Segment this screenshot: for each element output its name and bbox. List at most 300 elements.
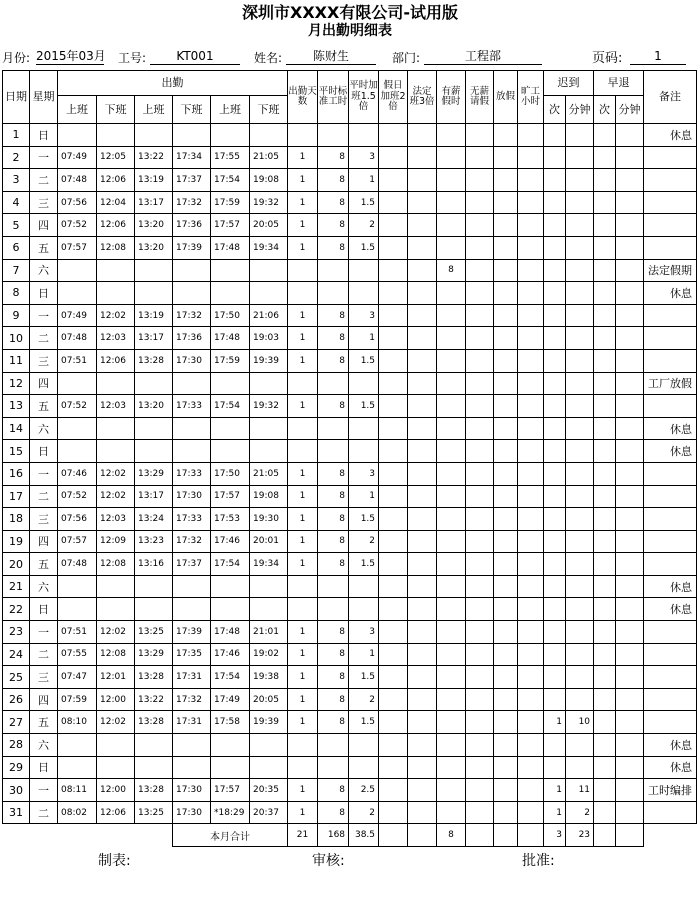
date-cell: 7 (3, 259, 30, 282)
late-times-cell (544, 124, 566, 147)
in-time-1: 07:48 (58, 553, 97, 576)
holiday-ot-cell (379, 327, 408, 350)
out-time-2: 17:33 (173, 508, 211, 531)
unpaid-leave-cell (466, 327, 494, 350)
totals-legal-ot (408, 824, 437, 847)
in-time-3: 17:54 (211, 169, 250, 192)
out-time-1: 12:06 (97, 801, 135, 824)
late-times-cell (544, 756, 566, 779)
late-minutes-cell (566, 462, 594, 485)
overtime-cell (349, 598, 379, 621)
legal-ot-cell (408, 598, 437, 621)
table-row (3, 395, 697, 418)
early-times-cell (594, 553, 616, 576)
unpaid-leave-cell (466, 734, 494, 757)
in-time-3: 17:50 (211, 304, 250, 327)
note-cell (644, 688, 697, 711)
legal-ot-cell (408, 508, 437, 531)
early-minutes-cell (616, 146, 644, 169)
in-time-1: 07:57 (58, 236, 97, 259)
vacation-cell (494, 779, 518, 802)
col-in-1: 上班 (58, 96, 97, 124)
legal-ot-cell (408, 643, 437, 666)
weekday-cell: 日 (30, 282, 58, 305)
legal-ot-cell (408, 282, 437, 305)
attendance-days-cell: 1 (288, 553, 318, 576)
in-time-3: 17:50 (211, 462, 250, 485)
totals-early-minutes (616, 824, 644, 847)
unpaid-leave-cell (466, 191, 494, 214)
standard-hours-cell: 8 (318, 643, 349, 666)
attendance-days-cell: 1 (288, 214, 318, 237)
legal-ot-cell (408, 169, 437, 192)
out-time-2: 17:32 (173, 304, 211, 327)
legal-ot-cell (408, 349, 437, 372)
standard-hours-cell: 8 (318, 508, 349, 531)
early-times-cell (594, 643, 616, 666)
col-in-3: 上班 (211, 96, 250, 124)
vacation-cell (494, 214, 518, 237)
vacation-cell (494, 688, 518, 711)
col-overtime-1-5x: 平时加班1.5倍 (349, 71, 379, 124)
out-time-3: 19:08 (250, 169, 288, 192)
late-minutes-cell (566, 395, 594, 418)
out-time-3: 20:37 (250, 801, 288, 824)
unpaid-leave-cell (466, 756, 494, 779)
document-title: 深圳市XXXX有限公司-试用版 (242, 3, 458, 22)
late-minutes-cell (566, 146, 594, 169)
weekday-cell: 三 (30, 191, 58, 214)
vacation-cell (494, 643, 518, 666)
table-row (3, 417, 697, 440)
table-row (3, 146, 697, 169)
in-time-2: 13:17 (135, 485, 173, 508)
early-times-cell (594, 575, 616, 598)
early-minutes-cell (616, 734, 644, 757)
out-time-2: 17:32 (173, 191, 211, 214)
attendance-days-cell: 1 (288, 801, 318, 824)
col-holiday-overtime: 假日加班2倍 (379, 71, 408, 124)
early-minutes-cell (616, 372, 644, 395)
early-minutes-cell (616, 327, 644, 350)
note-cell (644, 666, 697, 689)
holiday-ot-cell (379, 304, 408, 327)
note-cell (644, 553, 697, 576)
out-time-3: 21:06 (250, 304, 288, 327)
absent-cell (518, 711, 544, 734)
standard-hours-cell: 8 (318, 349, 349, 372)
out-time-1 (97, 734, 135, 757)
holiday-ot-cell (379, 508, 408, 531)
absent-cell (518, 462, 544, 485)
unpaid-leave-cell (466, 553, 494, 576)
vacation-cell (494, 169, 518, 192)
info-bar (0, 46, 700, 68)
absent-cell (518, 666, 544, 689)
early-times-cell (594, 711, 616, 734)
attendance-days-cell: 1 (288, 395, 318, 418)
in-time-3 (211, 575, 250, 598)
note-cell (644, 349, 697, 372)
early-minutes-cell (616, 575, 644, 598)
in-time-1 (58, 756, 97, 779)
note-cell (644, 643, 697, 666)
note-cell: 工厂放假 (644, 372, 697, 395)
early-times-cell (594, 462, 616, 485)
out-time-2 (173, 417, 211, 440)
col-out-2: 下班 (173, 96, 211, 124)
in-time-2: 13:16 (135, 553, 173, 576)
in-time-3: 17:54 (211, 395, 250, 418)
overtime-cell: 1 (349, 169, 379, 192)
out-time-1: 12:02 (97, 485, 135, 508)
unpaid-leave-cell (466, 236, 494, 259)
standard-hours-cell: 8 (318, 191, 349, 214)
weekday-cell: 一 (30, 779, 58, 802)
attendance-days-cell: 1 (288, 236, 318, 259)
out-time-1: 12:03 (97, 395, 135, 418)
totals-std-hours: 168 (318, 824, 349, 847)
in-time-2: 13:28 (135, 779, 173, 802)
date-cell: 17 (3, 485, 30, 508)
late-times-cell: 1 (544, 801, 566, 824)
date-cell: 16 (3, 462, 30, 485)
legal-ot-cell (408, 575, 437, 598)
standard-hours-cell: 8 (318, 711, 349, 734)
paid-leave-cell (437, 553, 466, 576)
out-time-1: 12:02 (97, 304, 135, 327)
attendance-days-cell: 1 (288, 530, 318, 553)
late-times-cell (544, 440, 566, 463)
early-times-cell (594, 688, 616, 711)
in-time-2 (135, 372, 173, 395)
legal-ot-cell (408, 124, 437, 147)
out-time-2: 17:31 (173, 711, 211, 734)
out-time-3: 19:30 (250, 508, 288, 531)
unpaid-leave-cell (466, 282, 494, 305)
note-cell (644, 327, 697, 350)
early-times-cell (594, 124, 616, 147)
standard-hours-cell: 8 (318, 485, 349, 508)
out-time-1: 12:08 (97, 643, 135, 666)
date-cell: 30 (3, 779, 30, 802)
standard-hours-cell: 8 (318, 236, 349, 259)
out-time-2: 17:37 (173, 553, 211, 576)
out-time-1: 12:06 (97, 349, 135, 372)
vacation-cell (494, 801, 518, 824)
late-minutes-cell (566, 734, 594, 757)
late-times-cell (544, 395, 566, 418)
absent-cell (518, 327, 544, 350)
overtime-cell (349, 734, 379, 757)
in-time-3: 17:46 (211, 643, 250, 666)
in-time-2: 13:25 (135, 621, 173, 644)
note-cell: 休息 (644, 282, 697, 305)
unpaid-leave-cell (466, 575, 494, 598)
unpaid-leave-cell (466, 214, 494, 237)
weekday-cell: 二 (30, 327, 58, 350)
paid-leave-cell (437, 146, 466, 169)
date-cell: 13 (3, 395, 30, 418)
out-time-1: 12:01 (97, 666, 135, 689)
overtime-cell (349, 372, 379, 395)
vacation-cell (494, 462, 518, 485)
date-cell: 10 (3, 327, 30, 350)
holiday-ot-cell (379, 462, 408, 485)
in-time-3: 17:53 (211, 508, 250, 531)
holiday-ot-cell (379, 756, 408, 779)
paid-leave-cell (437, 440, 466, 463)
out-time-2 (173, 440, 211, 463)
out-time-2: 17:39 (173, 236, 211, 259)
out-time-3 (250, 372, 288, 395)
note-cell: 休息 (644, 440, 697, 463)
col-standard-hours: 平时标准工时 (318, 71, 349, 124)
in-time-3: 17:48 (211, 621, 250, 644)
totals-paid-leave: 8 (437, 824, 466, 847)
weekday-cell: 六 (30, 734, 58, 757)
early-minutes-cell (616, 304, 644, 327)
date-cell: 6 (3, 236, 30, 259)
date-cell: 31 (3, 801, 30, 824)
legal-ot-cell (408, 304, 437, 327)
table-row (3, 666, 697, 689)
in-time-2: 13:28 (135, 711, 173, 734)
unpaid-leave-cell (466, 598, 494, 621)
note-cell (644, 462, 697, 485)
early-times-cell (594, 236, 616, 259)
in-time-2 (135, 124, 173, 147)
legal-ot-cell (408, 553, 437, 576)
in-time-3: 17:54 (211, 666, 250, 689)
overtime-cell: 3 (349, 304, 379, 327)
vacation-cell (494, 395, 518, 418)
attendance-days-cell: 1 (288, 666, 318, 689)
early-times-cell (594, 621, 616, 644)
absent-cell (518, 553, 544, 576)
standard-hours-cell (318, 598, 349, 621)
standard-hours-cell: 8 (318, 169, 349, 192)
attendance-days-cell (288, 598, 318, 621)
standard-hours-cell (318, 756, 349, 779)
vacation-cell (494, 575, 518, 598)
early-times-cell (594, 146, 616, 169)
early-minutes-cell (616, 440, 644, 463)
totals-label: 本月合计 (173, 824, 288, 847)
early-times-cell (594, 349, 616, 372)
vacation-cell (494, 236, 518, 259)
out-time-1 (97, 259, 135, 282)
out-time-2: 17:34 (173, 146, 211, 169)
attendance-days-cell (288, 282, 318, 305)
table-row (3, 508, 697, 531)
in-time-2: 13:20 (135, 395, 173, 418)
early-times-cell (594, 440, 616, 463)
col-attendance-days: 出勤天数 (288, 71, 318, 124)
overtime-cell: 1.5 (349, 553, 379, 576)
date-cell: 27 (3, 711, 30, 734)
vacation-cell (494, 191, 518, 214)
overtime-cell: 2 (349, 214, 379, 237)
legal-ot-cell (408, 417, 437, 440)
totals-days: 21 (288, 824, 318, 847)
unpaid-leave-cell (466, 372, 494, 395)
vacation-cell (494, 666, 518, 689)
note-cell (644, 530, 697, 553)
paid-leave-cell (437, 372, 466, 395)
out-time-3: 19:02 (250, 643, 288, 666)
weekday-cell: 二 (30, 485, 58, 508)
unpaid-leave-cell (466, 688, 494, 711)
date-cell: 1 (3, 124, 30, 147)
early-minutes-cell (616, 530, 644, 553)
out-time-2: 17:37 (173, 169, 211, 192)
in-time-3: 17:54 (211, 553, 250, 576)
out-time-3 (250, 282, 288, 305)
legal-ot-cell (408, 666, 437, 689)
late-times-cell (544, 575, 566, 598)
holiday-ot-cell (379, 553, 408, 576)
absent-cell (518, 485, 544, 508)
unpaid-leave-cell (466, 801, 494, 824)
out-time-1 (97, 282, 135, 305)
late-minutes-cell (566, 575, 594, 598)
note-cell: 休息 (644, 575, 697, 598)
review-label: 审核: (312, 853, 345, 869)
legal-ot-cell (408, 734, 437, 757)
early-times-cell (594, 304, 616, 327)
table-row (3, 191, 697, 214)
totals-late-times: 3 (544, 824, 566, 847)
out-time-1: 12:06 (97, 169, 135, 192)
legal-ot-cell (408, 191, 437, 214)
table-row (3, 282, 697, 305)
absent-cell (518, 395, 544, 418)
early-minutes-cell (616, 643, 644, 666)
paid-leave-cell (437, 124, 466, 147)
in-time-3 (211, 124, 250, 147)
paid-leave-cell (437, 508, 466, 531)
holiday-ot-cell (379, 734, 408, 757)
attendance-days-cell (288, 440, 318, 463)
in-time-2 (135, 259, 173, 282)
in-time-3: 17:46 (211, 530, 250, 553)
late-minutes-cell (566, 530, 594, 553)
date-cell: 25 (3, 666, 30, 689)
paid-leave-cell (437, 711, 466, 734)
in-time-2: 13:24 (135, 508, 173, 531)
out-time-1 (97, 756, 135, 779)
early-minutes-cell (616, 191, 644, 214)
absent-cell (518, 508, 544, 531)
absent-cell (518, 688, 544, 711)
standard-hours-cell: 8 (318, 146, 349, 169)
attendance-days-cell: 1 (288, 304, 318, 327)
absent-cell (518, 440, 544, 463)
late-minutes-cell (566, 598, 594, 621)
late-times-cell (544, 598, 566, 621)
standard-hours-cell: 8 (318, 214, 349, 237)
paid-leave-cell (437, 327, 466, 350)
note-cell (644, 191, 697, 214)
note-cell (644, 146, 697, 169)
in-time-1 (58, 282, 97, 305)
vacation-cell (494, 598, 518, 621)
overtime-cell (349, 259, 379, 282)
date-cell: 23 (3, 621, 30, 644)
department-label: 部门: (392, 51, 421, 65)
table-row (3, 643, 697, 666)
unpaid-leave-cell (466, 462, 494, 485)
in-time-3: 17:49 (211, 688, 250, 711)
weekday-cell: 三 (30, 666, 58, 689)
legal-ot-cell (408, 214, 437, 237)
col-absent-hours: 旷工小时 (518, 71, 544, 124)
early-times-cell (594, 327, 616, 350)
note-cell (644, 711, 697, 734)
vacation-cell (494, 734, 518, 757)
early-minutes-cell (616, 282, 644, 305)
holiday-ot-cell (379, 146, 408, 169)
late-times-cell: 1 (544, 779, 566, 802)
col-early-minutes: 分钟 (616, 96, 644, 124)
document-subtitle: 月出勤明细表 (308, 23, 392, 39)
paid-leave-cell (437, 282, 466, 305)
weekday-cell: 五 (30, 553, 58, 576)
note-cell: 工时编排 (644, 779, 697, 802)
unpaid-leave-cell (466, 146, 494, 169)
attendance-days-cell (288, 417, 318, 440)
overtime-cell (349, 440, 379, 463)
legal-ot-cell (408, 621, 437, 644)
out-time-2 (173, 734, 211, 757)
page-label: 页码: (592, 51, 623, 66)
early-minutes-cell (616, 214, 644, 237)
absent-cell (518, 236, 544, 259)
weekday-cell: 六 (30, 417, 58, 440)
overtime-cell: 3 (349, 146, 379, 169)
vacation-cell (494, 304, 518, 327)
holiday-ot-cell (379, 643, 408, 666)
late-times-cell (544, 530, 566, 553)
out-time-1: 12:08 (97, 236, 135, 259)
unpaid-leave-cell (466, 530, 494, 553)
overtime-cell: 2 (349, 801, 379, 824)
paid-leave-cell (437, 530, 466, 553)
standard-hours-cell (318, 734, 349, 757)
out-time-1: 12:02 (97, 711, 135, 734)
holiday-ot-cell (379, 530, 408, 553)
early-times-cell (594, 417, 616, 440)
unpaid-leave-cell (466, 259, 494, 282)
overtime-cell: 1.5 (349, 349, 379, 372)
paid-leave-cell (437, 666, 466, 689)
totals-absent (518, 824, 544, 847)
date-cell: 18 (3, 508, 30, 531)
out-time-2: 17:32 (173, 530, 211, 553)
vacation-cell (494, 508, 518, 531)
in-time-2 (135, 282, 173, 305)
table-row (3, 575, 697, 598)
note-cell (644, 485, 697, 508)
out-time-1: 12:06 (97, 214, 135, 237)
out-time-1: 12:09 (97, 530, 135, 553)
out-time-3: 20:35 (250, 779, 288, 802)
standard-hours-cell: 8 (318, 621, 349, 644)
paid-leave-cell: 8 (437, 259, 466, 282)
out-time-3: 20:05 (250, 214, 288, 237)
in-time-1: 07:55 (58, 643, 97, 666)
